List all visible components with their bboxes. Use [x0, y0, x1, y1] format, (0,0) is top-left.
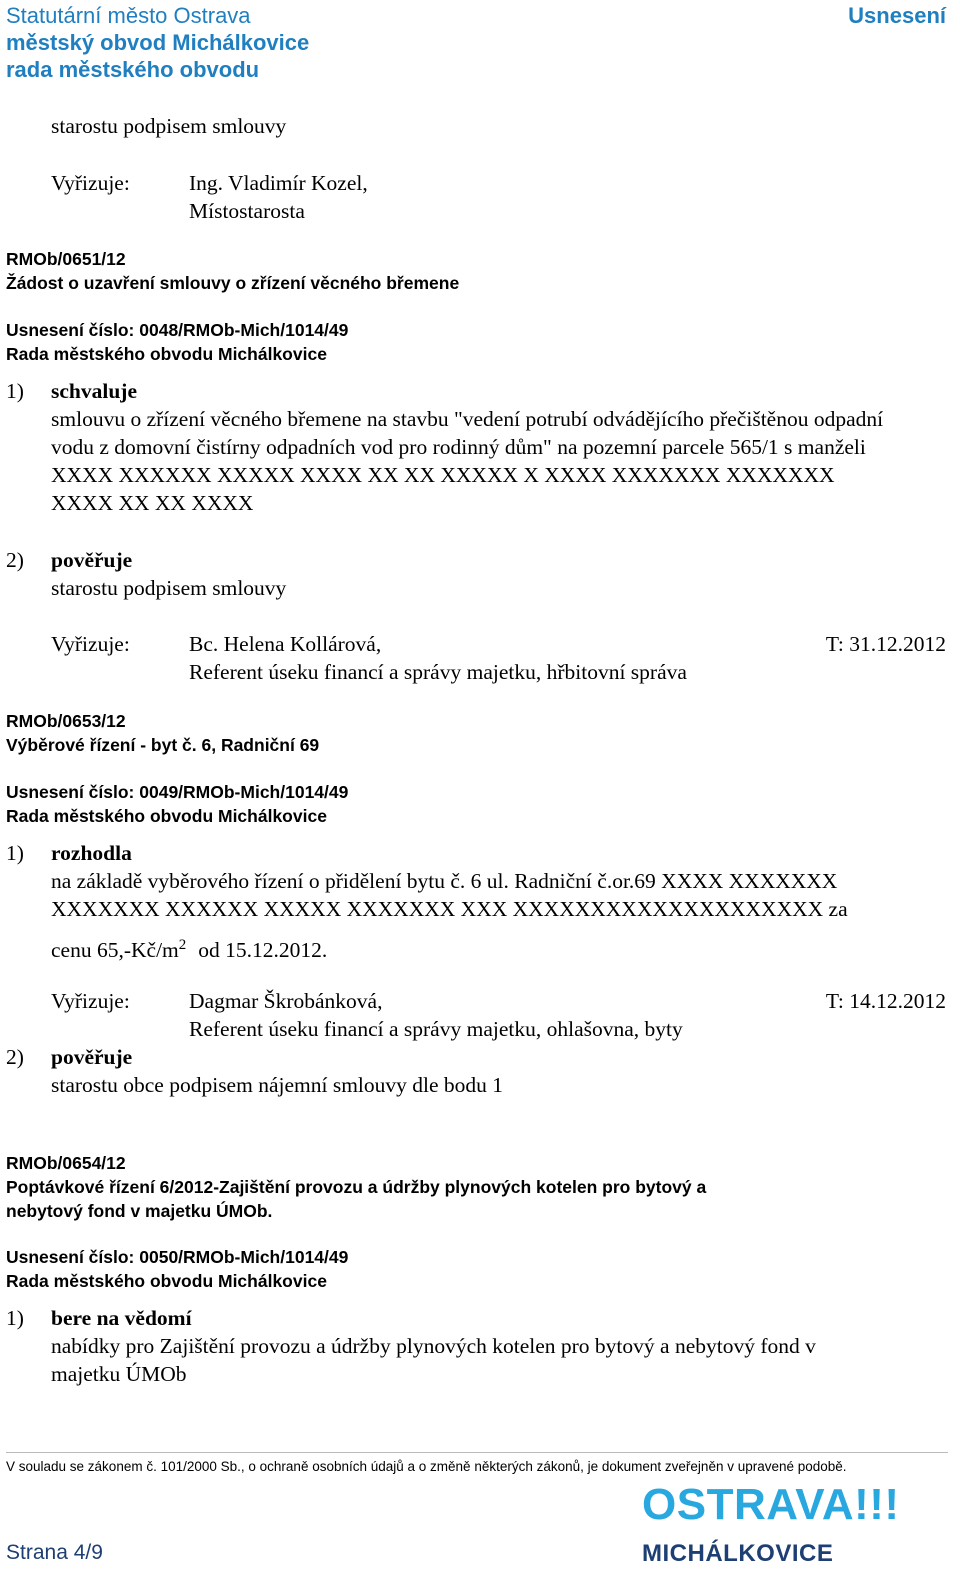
- item2-vyrizuje-label: Vyřizuje:: [51, 989, 130, 1013]
- item1-vyrizuje-role: Referent úseku financí a správy majetku, hřbitovní správa: [189, 660, 687, 684]
- logo-text-bottom: MICHÁLKOVICE: [642, 1540, 834, 1567]
- item1-term: T: 31.12.2012: [825, 632, 946, 656]
- ostrava-logo: [642, 1480, 900, 1530]
- item1-point1-line: vodu z domovní čistírny odpadních vod pro rodinný dům" na pozemní parcele 565/1 s manželi: [51, 435, 866, 459]
- item3-code: RMOb/0654/12: [6, 1153, 126, 1173]
- price-text: cenu 65,-Kč/m: [51, 938, 179, 963]
- item1-point2-text: starostu podpisem smlouvy: [51, 576, 287, 600]
- header-doc-type: Usnesení: [848, 3, 946, 28]
- item3-title-line: nebytový fond v majetku ÚMOb.: [6, 1201, 273, 1221]
- footer-notice: V souladu se zákonem č. 101/2000 Sb., o ochraně osobních údajů a o změně některých zákonů, je dokument zveřejněn v upravené podobě.: [6, 1459, 847, 1474]
- item2-vyrizuje-name: Dagmar Škrobánková,: [189, 989, 383, 1013]
- item1-code: RMOb/0651/12: [6, 249, 126, 269]
- item1-point1-verb: schvaluje: [51, 379, 137, 403]
- page-number: Strana 4/9: [6, 1541, 103, 1564]
- item3-title-line: Poptávkové řízení 6/2012-Zajištění provozu a údržby plynových kotelen pro bytový a: [6, 1177, 707, 1197]
- date-text: od 15.12.2012.: [198, 938, 328, 963]
- item2-point1-line: XXXXXXX XXXXXX XXXXX XXXXXXX XXX XXXXXXXXXXXXXXXXXXXX za: [51, 897, 848, 921]
- item3-point1-line: nabídky pro Zajištění provozu a údržby plynových kotelen pro bytový a nebytový fond v: [51, 1334, 816, 1358]
- header-city: Statutární město Ostrava: [6, 3, 251, 28]
- michalkovice-logo: [642, 1540, 833, 1568]
- item3-council: Rada městského obvodu Michálkovice: [6, 1271, 327, 1291]
- item3-point1-verb: bere na vědomí: [51, 1306, 192, 1330]
- item3-resolution-number: Usnesení číslo: 0050/RMOb-Mich/1014/49: [6, 1247, 349, 1267]
- item1-point1-line: smlouvu o zřízení věcného břemene na stavbu "vedení potrubí odvádějícího přečištěnou odpadní: [51, 407, 884, 431]
- item1-point2-verb: pověřuje: [51, 548, 133, 572]
- item2-code: RMOb/0653/12: [6, 711, 126, 731]
- item1-vyrizuje-name: Bc. Helena Kollárová,: [189, 632, 382, 656]
- header-district: městský obvod Michálkovice: [6, 30, 310, 55]
- item2-point1-number: 1): [6, 841, 24, 865]
- item1-title: Žádost o uzavření smlouvy o zřízení věcného břemene: [6, 273, 460, 293]
- item1-point1-line: XXXX XX XX XXXX: [51, 491, 254, 515]
- item1-point1-number: 1): [6, 379, 24, 403]
- item2-point2-text: starostu obce podpisem nájemní smlouvy dle bodu 1: [51, 1073, 504, 1097]
- item2-point2-verb: pověřuje: [51, 1045, 133, 1069]
- item2-point1-line: na základě vyběrového řízení o přidělení bytu č. 6 ul. Radniční č.or.69 XXXX XXXXXXX: [51, 869, 838, 893]
- item1-vyrizuje-label: Vyřizuje:: [51, 632, 130, 656]
- item2-council: Rada městského obvodu Michálkovice: [6, 806, 327, 826]
- top-vyrizuje-label: Vyřizuje:: [51, 171, 130, 195]
- top-vyrizuje-name: Ing. Vladimír Kozel,: [189, 171, 368, 195]
- item1-resolution-number: Usnesení číslo: 0048/RMOb-Mich/1014/49: [6, 320, 349, 340]
- item3-point1-line: majetku ÚMOb: [51, 1362, 187, 1386]
- item2-resolution-number: Usnesení číslo: 0049/RMOb-Mich/1014/49: [6, 782, 349, 802]
- superscript: 2: [178, 937, 187, 953]
- item2-title: Výběrové řízení - byt č. 6, Radniční 69: [6, 735, 320, 755]
- top-vyrizuje-role: Místostarosta: [189, 199, 305, 223]
- item2-point1-verb: rozhodla: [51, 841, 132, 865]
- item1-point1-line: XXXX XXXXXX XXXXX XXXX XX XX XXXXX X XXXX XXXXXXX XXXXXXX: [51, 463, 835, 487]
- item3-point1-number: 1): [6, 1306, 24, 1330]
- item1-council: Rada městského obvodu Michálkovice: [6, 344, 327, 364]
- item2-point1-price: [51, 931, 327, 964]
- item2-vyrizuje-role: Referent úseku financí a správy majetku, ohlašovna, byty: [189, 1017, 683, 1041]
- footer-divider: [6, 1452, 948, 1453]
- item1-point2-number: 2): [6, 548, 24, 572]
- logo-text-top: OSTRAVA!!!: [642, 1480, 900, 1529]
- item2-term: T: 14.12.2012: [825, 989, 946, 1013]
- header-council: rada městského obvodu: [6, 57, 260, 82]
- item2-point2-number: 2): [6, 1045, 24, 1069]
- top-text: starostu podpisem smlouvy: [51, 114, 287, 138]
